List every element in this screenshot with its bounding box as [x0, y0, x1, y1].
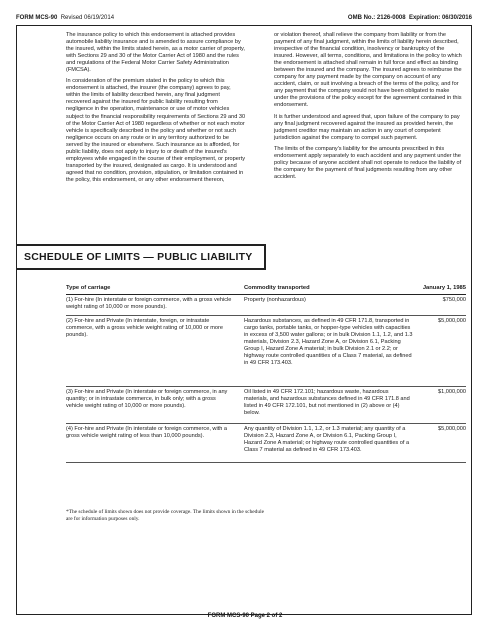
schedule-title: SCHEDULE OF LIMITS — PUBLIC LIABILITY — [24, 251, 253, 263]
paragraph: or violation thereof, shall relieve the company from liability or from the payment of any final judgment, within the limits of liability herein described, irrespective of the financial condition, insolvency or bankruptcy of the insured. However, all terms, conditions, and limitations in the policy to which the endorsement is attached shall remain in full force and effect as binding between the insured and the company. The insured agrees to reimburse the company for any payment made by the company on account of any accident, claim, or suit involving a breach of the terms of the policy, and for any payment that the company would not have been obligated to make under the provisions of the policy except for the agreement contained in this endorsement. — [274, 32, 462, 109]
row-divider — [66, 423, 466, 424]
row-4-amount: $5,000,000 — [438, 426, 466, 432]
omb-number: OMB No.: 2126-0008 — [347, 15, 406, 21]
row-divider — [66, 462, 466, 463]
column-header-commodity: Commodity transported — [244, 285, 310, 291]
row-3-commodity: Oil listed in 49 CFR 172.101; hazardous waste, hazardous materials, and hazardous substances defined in 49 CFR 171.8 and listed in 49 CFR 172.101, but not mentioned in (2) above or (4) below. — [244, 389, 410, 417]
paragraph: In consideration of the premium stated in the policy to which this endorsement is attached, the insurer (the company) agrees to pay, within the limits of liability described herein, any final judgment recovered against the insured for public liability resulting from negligence in the operation, maintenance or use of motor vehicles subject to the financial responsibility requirements of Sections 29 and 30 of the Motor Carrier Act of 1980 regardless of whether or not each motor vehicle is specifically described in the policy and whether or not such negligence occurs on any route or in any territory authorized to be served by the insured or elsewhere. Such insurance as is afforded, for public liability, does not apply to injury to or death of the insured's employees while engaged in the course of their employment, or property transported by the insured, designated as cargo. It is understood and agreed that no condition, provision, stipulation, or limitation contained in the policy, this endorsement, or any other endorsement thereon, — [66, 78, 246, 183]
endorsement-left-column — [66, 32, 246, 188]
row-2-amount: $5,000,000 — [438, 318, 466, 324]
row-divider — [66, 315, 466, 316]
row-3-type: (3) For-hire and Private (In interstate or foreign commerce, in any quantity; or in intrastate commerce, in bulk only; with a gross vehicle weight rating of 10,000 or more pounds). — [66, 389, 228, 410]
column-header-type: Type of carriage — [66, 285, 111, 291]
paragraph: The insurance policy to which this endorsement is attached provides automobile liability insurance and is amended to assure compliance by the insured, within the limits stated herein, as a motor carrier of property, with Sections 29 and 30 of the Motor Carrier Act of 1980 and the rules and regulations of the Federal Motor Carrier Safety Administration (FMCSA). — [66, 32, 245, 74]
column-header-date: January 1, 1985 — [422, 285, 466, 291]
row-4-type: (4) For-hire and Private (In interstate or foreign commerce, with a gross vehicle weight rating of less than 10,000 pounds). — [66, 426, 228, 440]
row-2-commodity: Hazardous substances, as defined in 49 CFR 171.8, transported in cargo tanks, portable tanks, or hopper-type vehicles with capacities in excess of 3,500 water gallons; or in bulk Division 1.1, 1.2, and 1.3 materials, Division 2.3, Hazard Zone A, or Division 6.1, Packing Group I, Hazard Zone A material; in bulk Division 2.1 or 2.2; or highway route controlled quantities of a Class 7 material, as defined in 49 CFR 173.403. — [244, 318, 413, 367]
right-border — [471, 26, 472, 615]
endorsement-right-column — [274, 32, 462, 185]
revised-date: Revised 06/19/2014 — [60, 15, 115, 21]
form-id: FORM MCS-90 — [16, 15, 58, 21]
form-header-right — [348, 15, 472, 21]
paragraph: It is further understood and agreed that, upon failure of the company to pay any final judgment recovered against the insured as provided herein, the judgment creditor may maintain an action in any court of competent jurisdiction against the company to compel such payment. — [274, 113, 460, 141]
schedule-footnote: *The schedule of limits shown does not provide coverage. The limits shown in the schedule are for information purposes only. — [66, 509, 264, 522]
expiration-date: Expiration: 06/30/2016 — [408, 15, 472, 21]
row-3-amount: $1,000,000 — [438, 389, 466, 395]
row-2-type: (2) For-hire and Private (In interstate, foreign, or intrastate commerce, with a gross vehicle weight rating of 10,000 or more pounds). — [66, 318, 224, 339]
row-divider — [66, 386, 466, 387]
left-border — [16, 26, 17, 615]
row-1-amount: $750,000 — [442, 297, 466, 303]
row-1-type: (1) For-hire (In interstate or foreign commerce, with a gross vehicle weight rating of 10,000 or more pounds). — [66, 297, 232, 311]
page-footer: FORM MCS-90 Page 2 of 2 — [207, 613, 283, 619]
paragraph: The limits of the company's liability for the amounts prescribed in this endorsement apply separately to each accident and any payment under the policy because of anyone accident shall not operate to reduce the liability of the company for the payment of final judgments resulting from any other accident. — [274, 145, 462, 180]
header-divider — [16, 25, 472, 26]
table-header-divider — [66, 294, 466, 295]
form-header-left — [16, 15, 114, 21]
row-4-commodity: Any quantity of Division 1.1, 1.2, or 1.3 material; any quantity of a Division 2.3, Hazard Zone A, or Division 6.1, Packing Group I, Hazard Zone A material; or highway route controlled quantities of a Class 7 material as defined in 49 CFR 173.403. — [244, 426, 410, 454]
row-1-commodity: Property (nonhazardous) — [244, 297, 306, 303]
